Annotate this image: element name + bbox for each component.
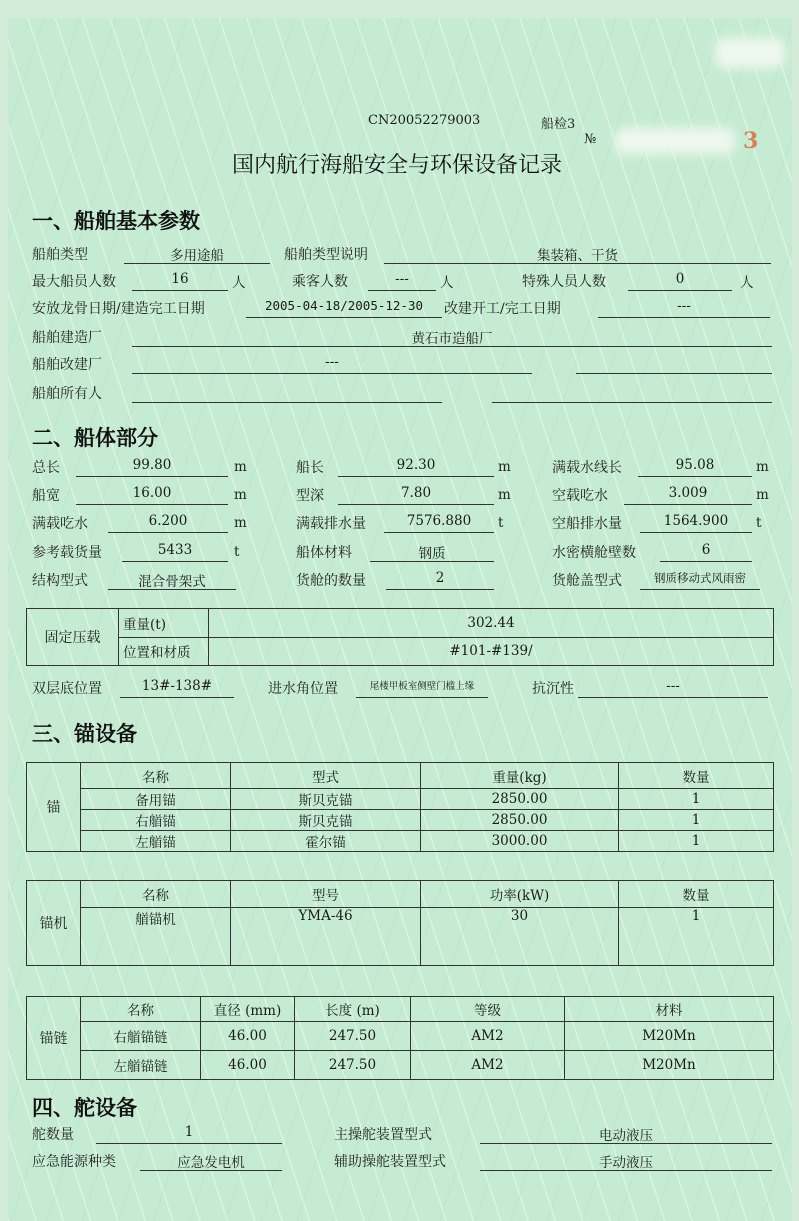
special-personnel-label: 特殊人员人数 [522,274,606,290]
emergency-source-label: 应急能源种类 [32,1154,116,1170]
owner-line-extra [492,383,772,403]
redacted-area [615,128,735,154]
modifier-line-extra [576,354,772,374]
table-header: 材料 [565,997,774,1022]
hull-material-label: 船体材料 [296,545,352,561]
person-unit: 人 [440,275,454,291]
number-mark: № [584,132,597,147]
modify-date-label: 改建开工/完工日期 [444,301,561,317]
flood-angle-value: 尾楼甲板室侧壁门槛上缘 [356,678,488,698]
anchor-qty: 1 [619,810,774,831]
lwl-label: 满载水线长 [552,460,622,476]
anchor-name: 左艏锚 [81,831,231,852]
section-heading-rudder: 四、舵设备 [32,1096,137,1120]
anchor-name: 右艏锚 [81,810,231,831]
rudder-count-value: 1 [96,1124,282,1144]
anchor-weight: 2850.00 [421,789,619,810]
light-draft-label: 空载吃水 [552,488,608,504]
lbp-label: 船长 [296,460,324,476]
stamp-fragment: 3 [743,128,759,154]
double-bottom-value: 13#-138# [120,678,234,698]
table-row [27,831,774,852]
table-header: 名称 [81,881,231,908]
table-header: 型式 [231,763,421,789]
anchor-type: 斯贝克锚 [231,810,421,831]
chain-diameter: 46.00 [201,1022,295,1051]
table-row [27,908,774,966]
special-personnel-value: 0 [628,271,732,291]
ballast-weight-label: 重量(t) [119,609,209,638]
table-header: 长度 (m) [295,997,411,1022]
hull-material-value: 钢质 [370,542,494,562]
emergency-source-value: 应急发电机 [140,1151,282,1171]
hatch-label: 货舱盖型式 [552,573,622,589]
ballast-side-label: 固定压载 [27,609,119,666]
anchor-weight: 3000.00 [421,831,619,852]
bulkheads-label: 水密横舱壁数 [552,545,636,561]
full-displacement-label: 满载排水量 [296,516,366,532]
aux-steering-value: 手动液压 [480,1151,772,1171]
redacted-area [715,38,785,68]
rudder-count-label: 舵数量 [32,1127,74,1143]
table-header: 功率(kW) [421,881,619,908]
unit-m: m [756,487,769,503]
windlass-qty: 1 [619,908,774,966]
modifier-label: 船舶改建厂 [32,357,102,373]
flood-angle-label: 进水角位置 [268,681,338,697]
loa-value: 99.80 [76,457,228,477]
windlass-table [26,880,774,966]
max-crew-label: 最大船员人数 [32,274,116,290]
table-header: 数量 [619,763,774,789]
person-unit: 人 [232,275,246,291]
windlass-model: YMA-46 [231,908,421,966]
unit-t: t [234,544,240,560]
unsinkable-value: --- [578,678,768,698]
section-heading-anchor: 三、锚设备 [32,722,137,746]
beam-value: 16.00 [76,485,228,505]
anchor-table [26,762,774,852]
table-row [27,789,774,810]
max-crew-value: 16 [132,271,228,291]
keel-date-value: 2005-04-18/2005-12-30 [246,298,442,318]
table-header: 直径 (mm) [201,997,295,1022]
double-bottom-label: 双层底位置 [32,681,102,697]
chain-grade: AM2 [411,1051,565,1080]
builder-value: 黄石市造船厂 [132,327,772,347]
depth-label: 型深 [296,488,324,504]
owner-label: 船舶所有人 [32,386,102,402]
chain-name: 右艏锚链 [81,1022,201,1051]
anchor-qty: 1 [619,831,774,852]
chain-length: 247.50 [295,1022,411,1051]
windlass-name: 艏锚机 [81,908,231,966]
unit-m: m [234,487,247,503]
light-draft-value: 3.009 [624,485,752,505]
ballast-weight-value: 302.44 [209,609,774,638]
holds-value: 2 [386,570,494,590]
section-heading-hull: 二、船体部分 [32,426,158,450]
ship-type-desc-value: 集装箱、干货 [384,244,771,264]
table-header: 数量 [619,881,774,908]
anchor-type: 斯贝克锚 [231,789,421,810]
ref-cargo-label: 参考载货量 [32,545,102,561]
unit-m: m [498,487,511,503]
full-displacement-value: 7576.880 [384,513,494,533]
builder-label: 船舶建造厂 [32,330,102,346]
depth-value: 7.80 [338,485,494,505]
certificate-number: CN20052279003 [368,113,481,128]
anchor-qty: 1 [619,789,774,810]
aux-steering-label: 辅助操舵装置型式 [334,1154,446,1170]
table-header: 名称 [81,997,201,1022]
table-header: 等级 [411,997,565,1022]
unit-m: m [498,459,511,475]
loa-label: 总长 [32,460,60,476]
ship-type-value: 多用途船 [124,244,270,264]
owner-value [132,383,442,403]
table-row [27,810,774,831]
chain-grade: AM2 [411,1022,565,1051]
ballast-pos-value: #101-#139/ [209,637,774,666]
fixed-ballast-table [26,608,774,666]
hatch-value: 钢质移动式风雨密 [640,570,760,590]
person-unit: 人 [740,275,754,291]
chain-material: M20Mn [565,1051,774,1080]
holds-label: 货舱的数量 [296,573,366,589]
unit-m: m [234,459,247,475]
structure-value: 混合骨架式 [108,570,236,590]
structure-label: 结构型式 [32,573,88,589]
full-draft-value: 6.200 [108,513,228,533]
table-row [27,1051,774,1080]
anchor-type: 霍尔锚 [231,831,421,852]
passengers-label: 乘客人数 [292,274,348,290]
unsinkable-label: 抗沉性 [532,681,574,697]
table-row [27,1022,774,1051]
unit-m: m [234,515,247,531]
table-header: 重量(kg) [421,763,619,789]
page-title: 国内航行海船安全与环保设备记录 [232,153,563,178]
ship-type-desc-label: 船舶类型说明 [284,247,368,263]
unit-t: t [498,515,504,531]
windlass-side-label: 锚机 [27,881,81,966]
chain-diameter: 46.00 [201,1051,295,1080]
passengers-value: --- [368,271,436,291]
keel-date-label: 安放龙骨日期/建造完工日期 [32,301,205,317]
main-steering-value: 电动液压 [480,1124,772,1144]
unit-t: t [756,515,762,531]
main-steering-label: 主操舵装置型式 [334,1127,432,1143]
chain-length: 247.50 [295,1051,411,1080]
chain-name: 左艏锚链 [81,1051,201,1080]
table-header: 型号 [231,881,421,908]
ship-reference: 船检3 [541,117,576,132]
modifier-value: --- [132,354,532,374]
light-displacement-label: 空船排水量 [552,516,622,532]
anchor-weight: 2850.00 [421,810,619,831]
lwl-value: 95.08 [638,457,752,477]
bulkheads-value: 6 [660,542,752,562]
chain-material: M20Mn [565,1022,774,1051]
anchor-name: 备用锚 [81,789,231,810]
ballast-pos-label: 位置和材质 [119,637,209,666]
windlass-power: 30 [421,908,619,966]
section-heading-basic: 一、船舶基本参数 [32,209,200,233]
lbp-value: 92.30 [338,457,494,477]
modify-date-value: --- [598,298,770,318]
chain-side-label: 锚链 [27,997,81,1080]
beam-label: 船宽 [32,488,60,504]
ref-cargo-value: 5433 [122,542,228,562]
table-header: 名称 [81,763,231,789]
light-displacement-value: 1564.900 [640,513,752,533]
anchor-side-label: 锚 [27,763,81,852]
unit-m: m [756,459,769,475]
ship-type-label: 船舶类型 [32,247,88,263]
full-draft-label: 满载吃水 [32,516,88,532]
chain-table [26,996,774,1080]
